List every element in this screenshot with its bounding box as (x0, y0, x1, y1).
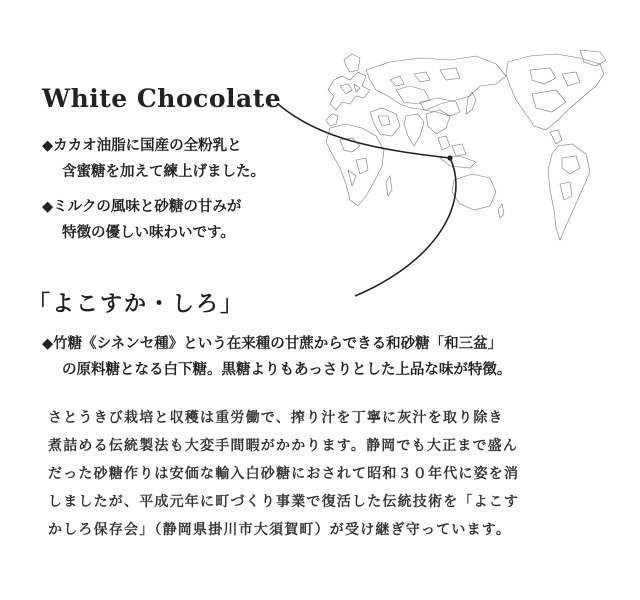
wc-bullet-1-line-1: ◆カカオ油脂に国産の全粉乳と (42, 137, 242, 154)
wc-bullet-2-line-2: 特徴の優しい味わいです。 (62, 224, 235, 241)
history-paragraph (48, 404, 608, 544)
yokosuka-shiro-title: 「よこすか・しろ」 (28, 291, 245, 317)
paragraph-line: さとうきび栽培と収穫は重労働で、搾り汁を丁寧に灰汁を取り除き (48, 410, 504, 426)
white-chocolate-title: White Chocolate (42, 84, 282, 113)
paragraph-line: かしろ保存会」（静岡県掛川市大須賀町）が受け継ぎ守っています。 (48, 522, 512, 538)
paragraph-line: しましたが、平成元年に町づくり事業で復活した伝統技術を「よこす (48, 494, 520, 510)
wc-bullet-1-line-2: 含蜜糖を加えて練上げました。 (62, 163, 265, 180)
paragraph-line: 煮詰める伝統製法も大変手間暇がかかります。静岡でも大正まで盛ん (48, 438, 519, 454)
wc-bullet-2-line-1: ◆ミルクの風味と砂糖の甘みが (42, 198, 242, 215)
yokosuka-bullet-line-2: の原料糖となる白下糖。黒糖よりもあっさりとした上品な味が特徴。 (62, 361, 512, 378)
paragraph-line: だった砂糖作りは安価な輸入白砂糖におされて昭和３０年代に姿を消 (48, 466, 520, 482)
world-map-icon (300, 50, 608, 264)
yokosuka-bullet-line-1: ◆竹糖《シネンセ種》という在来種の甘蔗からできる和砂糖「和三盆」 (42, 335, 503, 352)
